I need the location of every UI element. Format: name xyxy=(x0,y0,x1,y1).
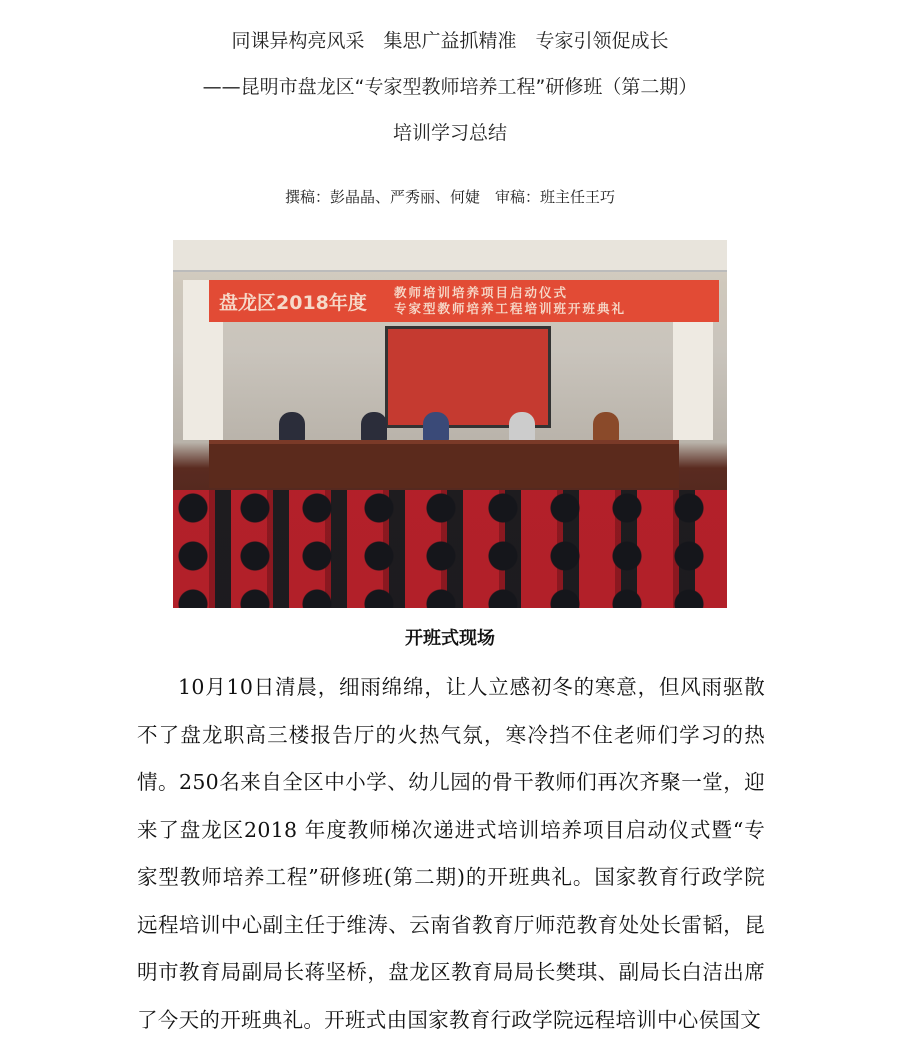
byline: 撰稿：彭晶晶、严秀丽、何婕 审稿：班主任王巧 xyxy=(284,188,615,206)
photo-ceiling xyxy=(173,240,727,272)
banner-line-2: 专家型教师培养工程培训班开班典礼 xyxy=(394,301,627,316)
photo-person xyxy=(423,412,449,442)
photo-audience xyxy=(173,478,727,608)
photo-person xyxy=(593,412,619,442)
photo-banner xyxy=(209,280,719,322)
body-paragraph: 10月10日清晨，细雨绵绵，让人立感初冬的寒意，但风雨驱散不了盘龙职高三楼报告厅的火热气氛，寒冷挡不住老师们学习的热情。250名来自全区中小学、幼儿园的骨干教师们再次齐聚一堂，迎来了盘龙区2018 年度教师梯次递进式培训培养项目启动仪式暨“专家型教师培养工程”研修班(第二期)的开班典礼。国家教育行政学院远程培训中心副主任于维涛、云南省教育厅师范教育处处长雷韬，昆明市教育局副局长蒋坚桥，盘龙区教育局局长樊琪、副局长白洁出席了今天的开班典礼。开班式由国家教育行政学院远程培训中心侯国文 xyxy=(137,675,765,1032)
photo-person xyxy=(509,412,535,442)
photo-caption: 开班式现场 xyxy=(405,628,495,649)
banner-line-1: 教师培训培养项目启动仪式 xyxy=(394,285,569,300)
banner-left-text: 盘龙区2018年度 xyxy=(219,291,367,314)
document-heading: 培训学习总结 xyxy=(392,122,507,144)
document-title: 同课异构亮风采 集思广益抓精准 专家引领促成长 xyxy=(231,30,669,52)
ceremony-photo xyxy=(173,240,727,608)
banner-right-text xyxy=(394,285,626,317)
photo-person xyxy=(279,412,305,442)
document-subtitle: ——昆明市盘龙区“专家型教师培养工程”研修班（第二期） xyxy=(202,76,698,98)
photo-person xyxy=(361,412,387,442)
